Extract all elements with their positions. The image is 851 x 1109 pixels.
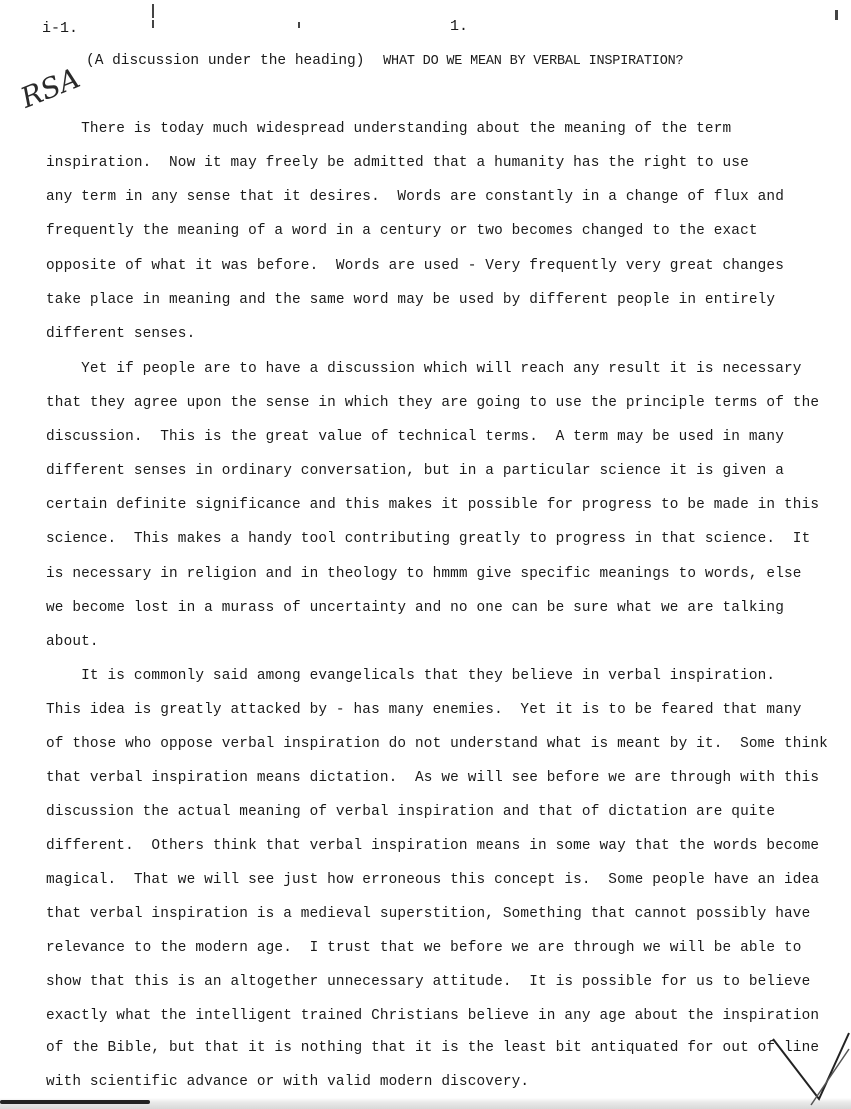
scan-mark <box>152 20 154 28</box>
text-line: we become lost in a murass of uncertainty and no one can be sure what we are talking <box>46 600 785 616</box>
text-line: relevance to the modern age. I trust that we before we are through we will be able to <box>46 940 802 956</box>
scan-mark <box>0 1100 150 1104</box>
handwritten-annotation: RSA <box>16 61 85 115</box>
document-heading <box>86 53 683 69</box>
page-number: 1. <box>450 18 469 35</box>
text-line: inspiration. Now it may freely be admitted that a humanity has the right to use <box>46 155 749 171</box>
text-line: about. <box>46 634 99 650</box>
text-line: opposite of what it was before. Words are used - Very frequently very great changes <box>46 258 785 274</box>
page-reference: i-1. <box>42 20 79 37</box>
text-line: There is today much widespread understanding about the meaning of the term <box>46 121 732 137</box>
text-line: of those who oppose verbal inspiration do not understand what is meant by it. Some think <box>46 736 828 752</box>
text-line: that they agree upon the sense in which they are going to use the principle terms of the <box>46 395 820 411</box>
scan-mark <box>298 22 300 28</box>
text-line: magical. That we will see just how erroneous this concept is. Some people have an idea <box>46 872 820 888</box>
text-line: Yet if people are to have a discussion which will reach any result it is necessary <box>46 361 802 377</box>
text-line: any term in any sense that it desires. Words are constantly in a change of flux and <box>46 189 785 205</box>
text-line: frequently the meaning of a word in a century or two becomes changed to the exact <box>46 223 758 239</box>
text-line: exactly what the intelligent trained Christians believe in any age about the inspiration <box>46 1008 820 1024</box>
pen-mark-icon <box>761 1029 851 1109</box>
heading-prefix: (A discussion under the heading) <box>86 53 365 69</box>
text-line: is necessary in religion and in theology to hmmm give specific meanings to words, else <box>46 566 802 582</box>
text-line: different senses in ordinary conversation, but in a particular science it is given a <box>46 463 785 479</box>
scan-mark <box>152 4 154 18</box>
text-line: that verbal inspiration is a medieval superstition, Something that cannot possibly have <box>46 906 811 922</box>
scan-mark <box>835 10 838 20</box>
text-line: certain definite significance and this makes it possible for progress to be made in this <box>46 497 820 513</box>
text-line: take place in meaning and the same word may be used by different people in entirely <box>46 292 776 308</box>
text-line: different. Others think that verbal inspiration means in some way that the words become <box>46 838 820 854</box>
text-line: science. This makes a handy tool contributing greatly to progress in that science. It <box>46 531 811 547</box>
text-line: This idea is greatly attacked by - has many enemies. Yet it is to be feared that many <box>46 702 802 718</box>
text-line: discussion. This is the great value of technical terms. A term may be used in many <box>46 429 785 445</box>
text-line: discussion the actual meaning of verbal inspiration and that of dictation are quite <box>46 804 776 820</box>
text-line: of the Bible, but that it is nothing that it is the least bit antiquated for out of line <box>46 1040 820 1056</box>
text-line: that verbal inspiration means dictation. As we will see before we are through with this <box>46 770 820 786</box>
text-line: It is commonly said among evangelicals that they believe in verbal inspiration. <box>46 668 776 684</box>
text-line: different senses. <box>46 326 196 342</box>
heading-title: WHAT DO WE MEAN BY VERBAL INSPIRATION? <box>383 54 684 69</box>
text-line: with scientific advance or with valid modern discovery. <box>46 1074 530 1090</box>
text-line: show that this is an altogether unnecessary attitude. It is possible for us to believe <box>46 974 811 990</box>
